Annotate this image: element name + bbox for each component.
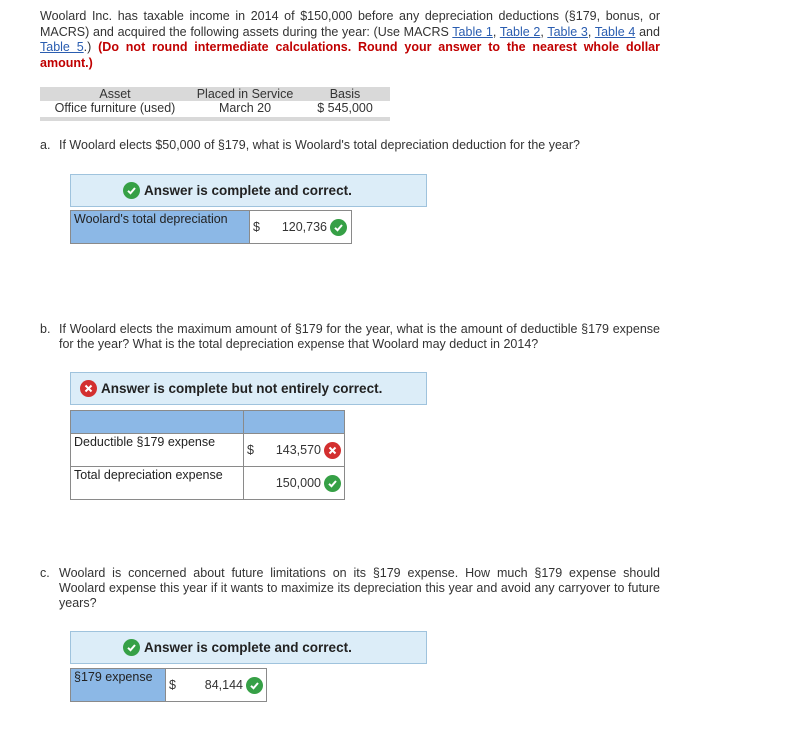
banner-text: Answer is complete but not entirely correct. bbox=[101, 381, 383, 396]
asset-table bbox=[40, 87, 390, 121]
answer-value: 120,736 bbox=[281, 220, 327, 234]
link-table-4[interactable]: Table 4 bbox=[594, 24, 636, 39]
row-label: Total depreciation expense bbox=[71, 467, 244, 500]
rounding-instruction: (Do not round intermediate calculations. Round your answer to the nearest whole dollar amount.) bbox=[40, 40, 660, 70]
x-icon bbox=[80, 380, 97, 397]
header-placed-in-service: Placed in Service bbox=[196, 87, 294, 101]
row-label: §179 expense bbox=[71, 669, 166, 702]
result-banner-c bbox=[70, 631, 427, 664]
currency-symbol: $ bbox=[247, 443, 254, 457]
check-icon bbox=[123, 182, 140, 199]
question-letter: b. bbox=[40, 322, 51, 336]
question-a bbox=[40, 138, 660, 153]
banner-text: Answer is complete and correct. bbox=[144, 183, 352, 198]
question-c bbox=[40, 566, 660, 611]
row-label: Deductible §179 expense bbox=[71, 434, 244, 467]
link-table-1[interactable]: Table 1 bbox=[452, 24, 493, 39]
asset-table-header bbox=[40, 87, 390, 101]
asset-basis: $ 545,000 bbox=[317, 101, 373, 115]
answer-field[interactable] bbox=[250, 211, 352, 244]
question-letter: c. bbox=[40, 566, 50, 580]
header-asset: Asset bbox=[99, 87, 131, 101]
question-text: Woolard is concerned about future limitations on its §179 expense. How much §179 expense should Woolard expense this year if it wants to maximize its depreciation this year and avoid any carryover to future years? bbox=[59, 566, 660, 610]
answer-row bbox=[71, 467, 345, 500]
problem-intro: Woolard Inc. has taxable income in 2014 of $150,000 before any depreciation deductions (§179, bonus, or MACRS) and acquired the following assets during the year: (Use MACRS Table 1, Table 2, Table 3, Table 4 and Table 5.) (Do not round intermediate calculations. Round your answer to the nearest whole dollar amount.) bbox=[40, 9, 660, 70]
check-icon bbox=[123, 639, 140, 656]
answer-table-c bbox=[70, 668, 267, 702]
correct-icon bbox=[330, 219, 347, 236]
answer-table-header bbox=[71, 411, 345, 434]
answer-field[interactable] bbox=[244, 467, 345, 500]
result-banner-b bbox=[70, 372, 427, 405]
row-label: Woolard's total depreciation bbox=[71, 211, 250, 244]
question-letter: a. bbox=[40, 138, 51, 152]
link-table-3[interactable]: Table 3 bbox=[547, 24, 588, 39]
asset-date: March 20 bbox=[218, 101, 272, 115]
answer-value: 143,570 bbox=[275, 443, 321, 457]
incorrect-icon bbox=[324, 442, 341, 459]
answer-field[interactable] bbox=[166, 669, 267, 702]
correct-icon bbox=[324, 475, 341, 492]
question-text: If Woolard elects $50,000 of §179, what is Woolard's total depreciation deduction for the year? bbox=[59, 138, 580, 152]
currency-symbol: $ bbox=[253, 220, 260, 234]
result-banner-a bbox=[70, 174, 427, 207]
asset-name: Office furniture (used) bbox=[54, 101, 176, 115]
link-table-5[interactable]: Table 5 bbox=[40, 40, 84, 54]
correct-icon bbox=[246, 677, 263, 694]
question-b bbox=[40, 322, 660, 352]
answer-value: 150,000 bbox=[275, 476, 321, 490]
answer-row bbox=[71, 669, 267, 702]
answer-table-a bbox=[70, 210, 352, 244]
answer-field[interactable] bbox=[244, 434, 345, 467]
answer-row bbox=[71, 434, 345, 467]
asset-table-footer-rule bbox=[40, 117, 390, 121]
header-basis: Basis bbox=[329, 87, 361, 101]
asset-row bbox=[40, 101, 390, 117]
banner-text: Answer is complete and correct. bbox=[144, 640, 352, 655]
intro-text: Woolard Inc. has taxable income in 2014 of $150,000 before any depreciation deductions (§179, bonus, or MACRS) and acquired the following assets during the year: (Use MACRS bbox=[40, 9, 660, 39]
answer-value: 84,144 bbox=[204, 678, 243, 692]
link-table-2[interactable]: Table 2 bbox=[499, 24, 541, 39]
question-text: If Woolard elects the maximum amount of §179 for the year, what is the amount of deductible §179 expense for the year? What is the total depreciation expense that Woolard may deduct in 2014? bbox=[59, 322, 660, 351]
answer-table-b bbox=[70, 410, 345, 500]
answer-row bbox=[71, 211, 352, 244]
currency-symbol: $ bbox=[169, 678, 176, 692]
